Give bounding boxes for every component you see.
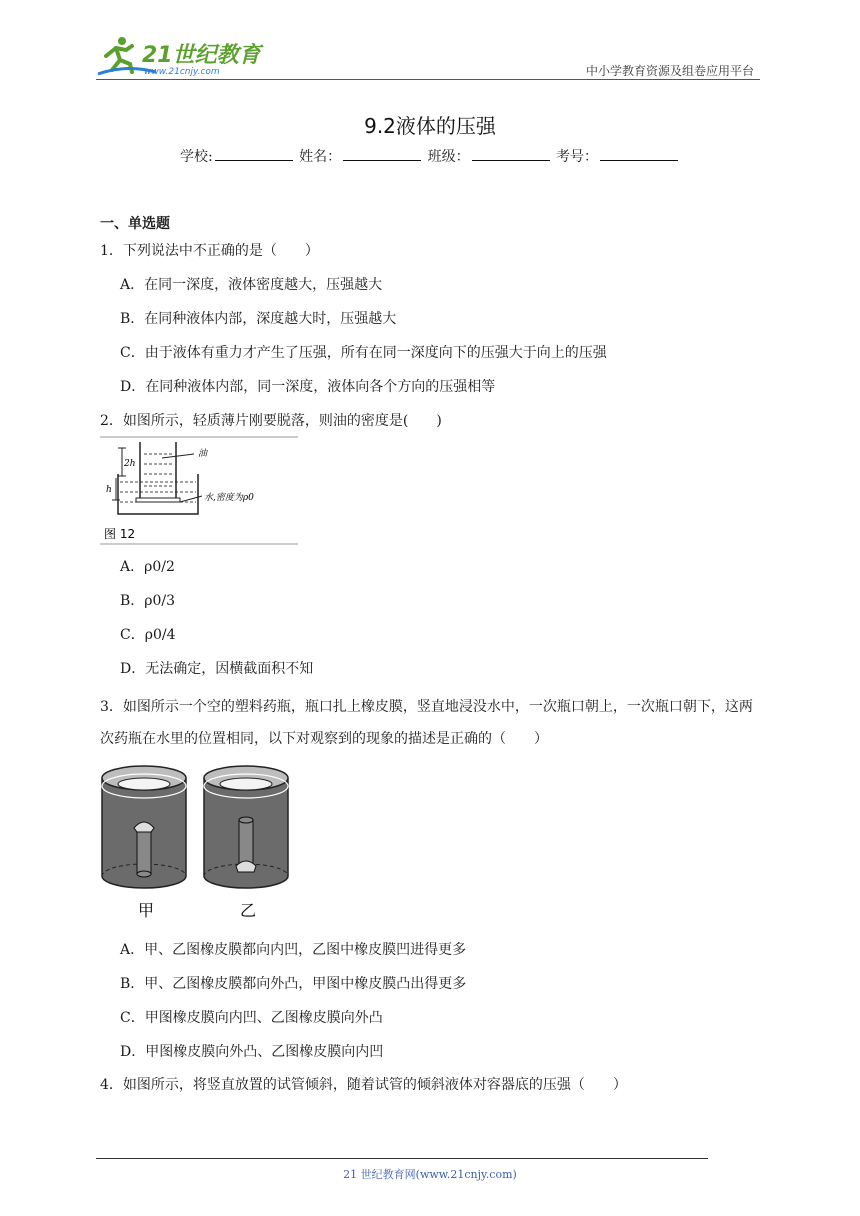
question-1-stem: 1．下列说法中不正确的是（ ） [100, 243, 319, 259]
header-divider [96, 79, 760, 80]
q1-option-b[interactable]: B．在同种液体内部，深度越大时，压强越大 [120, 311, 397, 327]
q2-option-a[interactable]: A．ρ0/2 [120, 559, 175, 575]
class-blank[interactable] [472, 148, 550, 161]
q2-option-c[interactable]: C．ρ0/4 [120, 627, 176, 643]
school-blank[interactable] [215, 148, 293, 161]
q3-option-a[interactable]: A．甲、乙图橡皮膜都向内凹，乙图中橡皮膜凹进得更多 [120, 942, 467, 958]
beaker-right [204, 766, 288, 888]
logo-url: www.21cnjy.com [144, 67, 220, 77]
question-3-stem: 3．如图所示一个空的塑料药瓶，瓶口扎上橡皮膜，竖直地浸没水中，一次瓶口朝上，一次瓶口朝下，这两次药瓶在水里的位置相同，以下对观察到的现象的描述是正确的（ ） [100, 699, 753, 747]
q3-figure [100, 762, 295, 922]
page-header [96, 34, 760, 80]
q1-option-c[interactable]: C．由于液体有重力才产生了压强，所有在同一深度向下的压强大于向上的压强 [120, 345, 607, 361]
beaker-left [102, 766, 186, 888]
footer-divider [96, 1158, 708, 1159]
q3-option-b[interactable]: B．甲、乙图橡皮膜都向外凸，甲图中橡皮膜凸出得更多 [120, 976, 467, 992]
q3-option-c[interactable]: C．甲图橡皮膜向内凹、乙图橡皮膜向外凸 [120, 1010, 383, 1026]
q2-label-oil: 油 [198, 449, 208, 459]
exam-no-blank[interactable] [600, 148, 678, 161]
q2-option-d[interactable]: D．无法确定，因横截面积不知 [120, 661, 314, 677]
q1-option-d[interactable]: D．在同种液体内部，同一深度，液体向各个方向的压强相等 [120, 379, 496, 395]
name-blank[interactable] [343, 148, 421, 161]
school-label: 学校: [179, 149, 213, 165]
section-heading: 一、单选题 [100, 216, 170, 232]
q2-label-water: 水,密度为ρ0 [204, 493, 254, 503]
q2-label-h: h [106, 485, 112, 495]
q3-label-left: 甲 [138, 901, 155, 920]
q1-option-a[interactable]: A．在同一深度，液体密度越大，压强越大 [120, 277, 383, 293]
class-label: 班级： [427, 149, 470, 165]
page-title: 9.2液体的压强 [364, 114, 496, 138]
q3-option-d[interactable]: D．甲图橡皮膜向外凸、乙图橡皮膜向内凹 [120, 1044, 384, 1060]
q2-caption: 图 12 [104, 527, 136, 541]
question-2-stem: 2．如图所示，轻质薄片刚要脱落，则油的密度是( ) [100, 413, 442, 429]
q2-label-2h: 2h [124, 459, 136, 469]
question-4-stem: 4．如图所示，将竖直放置的试管倾斜，随着试管的倾斜液体对容器底的压强（ ） [100, 1077, 627, 1093]
logo [96, 34, 266, 78]
q2-figure [100, 436, 298, 546]
name-label: 姓名： [299, 149, 342, 165]
student-info [0, 146, 860, 166]
page-footer[interactable]: 21 世纪教育网(www.21cnjy.com) [343, 1168, 517, 1181]
exam-no-label: 考号： [556, 149, 599, 165]
logo-text: 21世纪教育 [142, 43, 261, 68]
platform-name: 中小学教育资源及组卷应用平台 [585, 64, 754, 78]
q2-option-b[interactable]: B．ρ0/3 [120, 593, 176, 609]
q3-label-right: 乙 [240, 901, 257, 920]
